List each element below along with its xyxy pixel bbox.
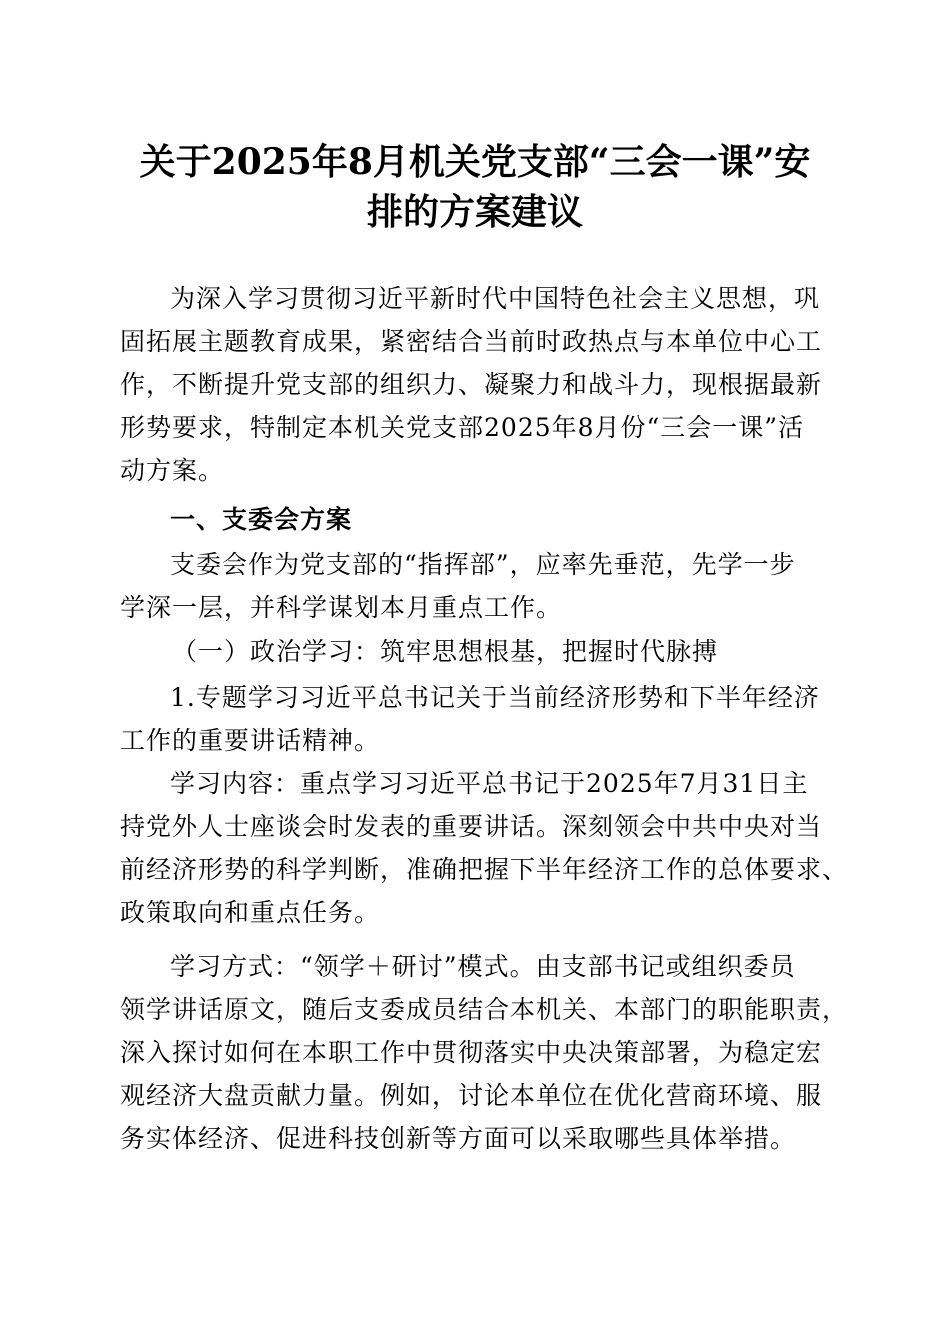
item-1-line-2: 工作的重要讲话精神。 (120, 726, 381, 755)
intro-paragraph-line-5: 动方案。 (120, 456, 225, 485)
intro-paragraph-line-3: 作，不断提升党支部的组织力、凝聚力和战斗力，现根据最新 (120, 370, 823, 399)
subsection-heading-1: （一）政治学习：筑牢思想根基，把握时代脉搏 (172, 637, 719, 666)
section-heading-1: 一、支委会方案 (170, 505, 353, 534)
study-method-line-2: 领学讲话原文，随后支委成员结合本机关、本部门的职能职责， (120, 995, 849, 1024)
section-paragraph-line-2: 学深一层，并科学谋划本月重点工作。 (120, 593, 563, 622)
study-method-line-3: 深入探讨如何在本职工作中贯彻落实中央决策部署，为稳定宏 (120, 1038, 823, 1067)
study-method-line-5: 务实体经济、促进科技创新等方面可以采取哪些具体举措。 (120, 1124, 797, 1153)
intro-paragraph-line-2: 固拓展主题教育成果，紧密结合当前时政热点与本单位中心工 (120, 327, 823, 356)
document-title-line-2: 排的方案建议 (366, 191, 583, 233)
study-method-line-4: 观经济大盘贡献力量。例如，讨论本单位在优化营商环境、服 (120, 1081, 823, 1110)
study-content-line-1: 学习内容：重点学习习近平总书记于2025年7月31日主 (170, 769, 809, 798)
study-method-line-1: 学习方式：“领学＋研讨”模式。由支部书记或组织委员 (170, 952, 796, 981)
intro-paragraph-line-1: 为深入学习贯彻习近平新时代中国特色社会主义思想，巩 (170, 284, 821, 313)
intro-paragraph-line-4: 形势要求，特制定本机关党支部2025年8月份“三会一课”活 (120, 413, 805, 442)
section-paragraph-line-1: 支委会作为党支部的“指挥部”，应率先垂范，先学一步 (170, 550, 796, 579)
study-content-line-3: 前经济形势的科学判断，准确把握下半年经济工作的总体要求、 (120, 855, 849, 884)
study-content-line-4: 政策取向和重点任务。 (120, 898, 381, 927)
study-content-line-2: 持党外人士座谈会时发表的重要讲话。深刻领会中共中央对当 (120, 812, 823, 841)
item-1-line-1: 1.专题学习习近平总书记关于当前经济形势和下半年经济 (170, 683, 820, 712)
document-title-line-1: 关于2025年8月机关党支部“三会一课”安 (139, 141, 811, 183)
